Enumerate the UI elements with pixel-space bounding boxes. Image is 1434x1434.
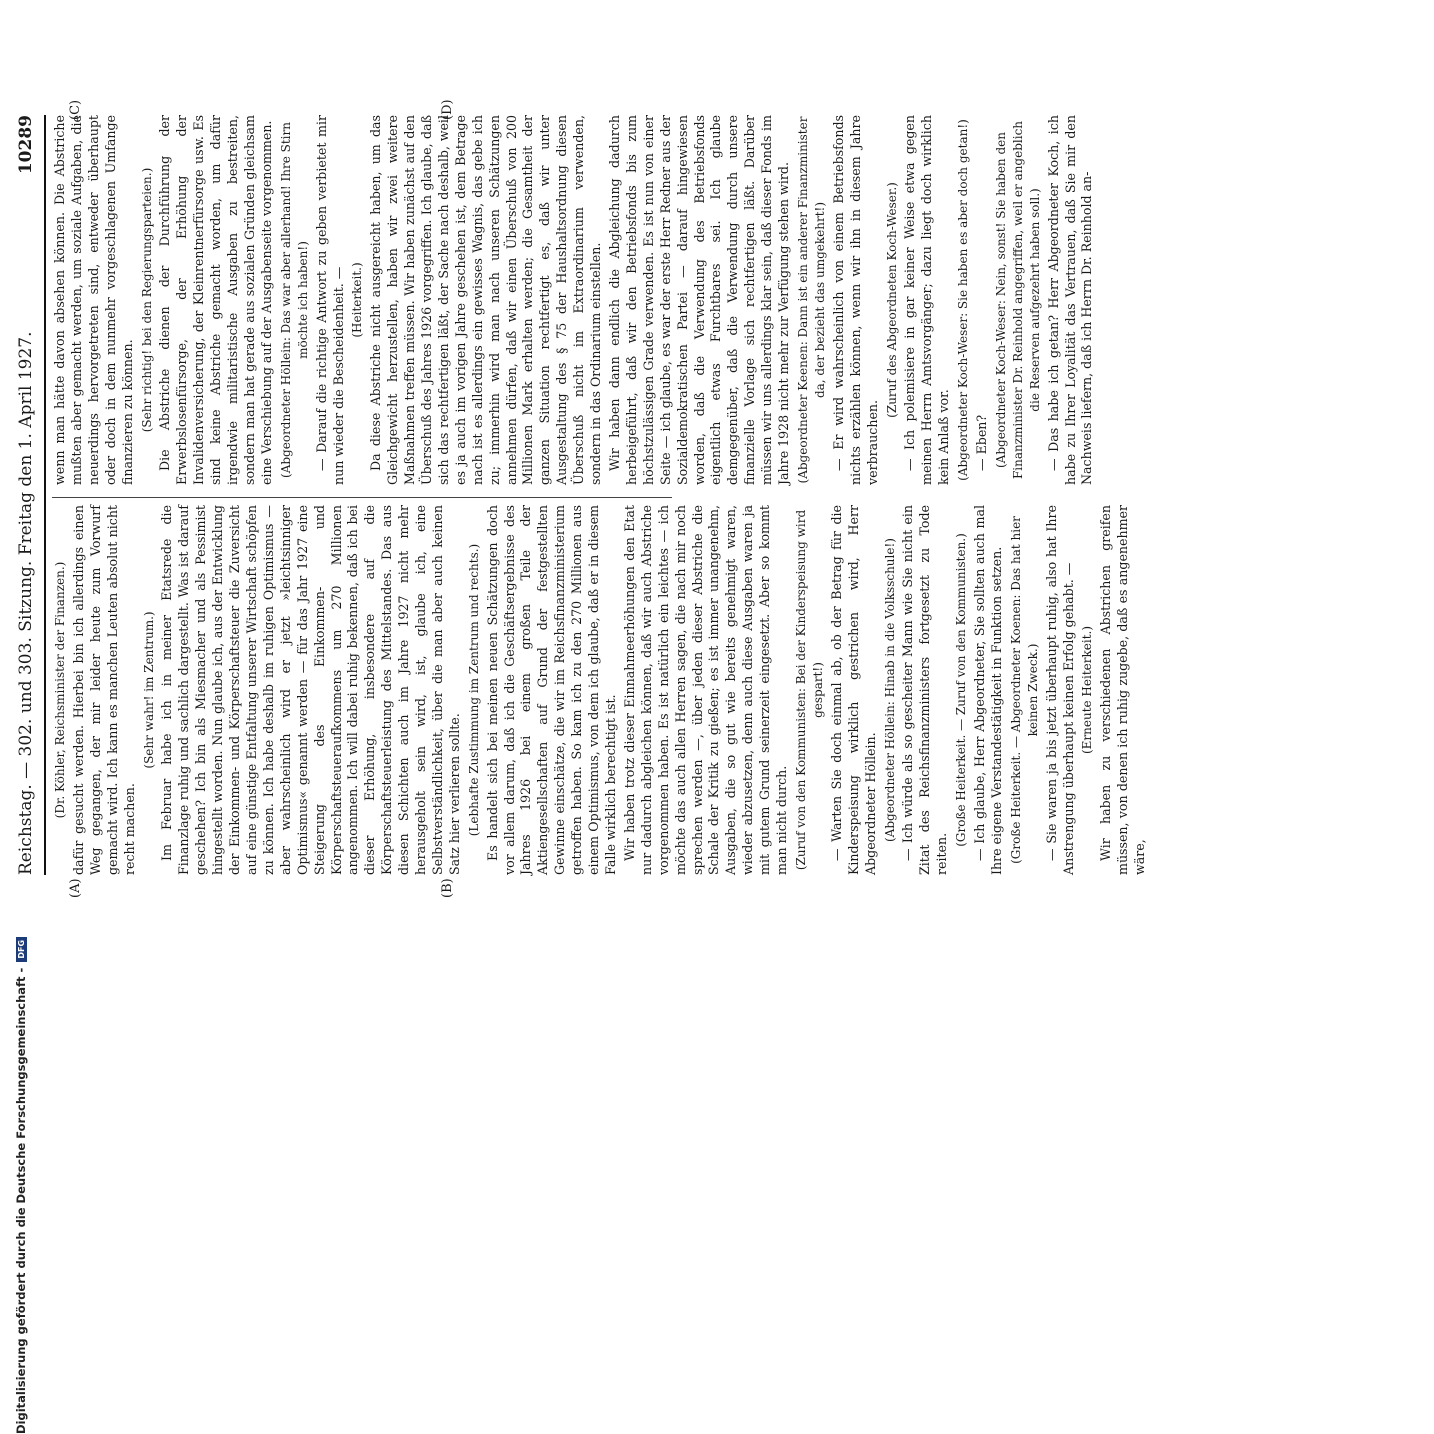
paragraph: — Sie waren ja bis jetzt überhaupt ruhig, also hat Ihre Anstrengung überhaupt keinen Erfolg gehabt. — [1043,505,1076,875]
interjection: (Abgeordneter Koch-Weser: Sie haben es aber doch getan!) [956,119,971,481]
paragraph: — Ich glaube, Herr Abgeordneter, Sie sollten auch mal Ihre eigene Verstandestätigkeit in Funktion setzen. [972,505,1004,875]
paragraph: — Ich polemisiere in gar keiner Weise etwa gegen meinen Herrn Amtsvorgänger; dazu liegt doch wirklich kein Anlaß vor. [902,115,952,485]
paragraph: — Ich würde als so gescheiter Mann wie Sie nicht ein Zitat des Reichsfinanzministers fortgesetzt zu Tode reiten. [900,505,950,875]
paragraph: — Eben? [974,414,990,471]
text-column-left [52,505,1148,875]
interjection: (Abgeordneter Keenen: Dann ist ein anderer Finanzminister da, der bezieht das umgekehrt!) [795,116,827,484]
interjection: (Sehr richtig! bei den Regierungsparteien.) [139,167,154,433]
paragraph: Wir haben trotz dieser Einnahmeerhöhungen den Etat nur dadurch abgleichen können, daß wir auch Abstriche vorgenommen haben. Es ist natürlich ein leichtes — ich möchte das auch allen Herren sagen, die nach mir noch sprechen werden —, über jeden dieser Abstriche die Schale der Kritik zu gießen; es ist immer unangenehm, Ausgaben, die so gut wie bereits genehmigt waren, wieder abzusetzen, denn auch diese Ausgaben waren ja mit gutem Grund seinerzeit eingesetzt. Aber so kommt man nicht durch. [621,505,790,875]
interjection: (Lebhafte Zustimmung im Zentrum und rechts.) [466,543,481,837]
interjection: (Große Heiterkeit. — Abgeordneter Koenen: Das hat hier keinen Zweck.) [1008,516,1040,864]
margin-mark-d: (D) [440,99,455,120]
paragraph: wenn man hätte davon absehen können. Die Abstriche mußten aber gemacht werden, um soziale Aufgaben, die neuerdings hervorgetreten sind, entweder überhaupt oder doch in dem nunmehr vorgeschlagenen Umfange finanzieren zu können. [52,115,135,485]
paragraph: Es handelt sich bei meinen neuen Schätzungen doch vor allem darum, daß ich die Geschäftsergebnisse des Jahres 1926 bei einem großen Teile der Aktiengesellschaften auf Grund der festgestellten Gewinne einschätze, die wir im Reichsfinanzministerium getroffen haben. So kam ich zu den 270 Millionen aus einem Optimismus, von dem ich glaube, daß er in diesem Falle wirklich berechtigt ist. [484,505,618,875]
paragraph: Im Februar habe ich in meiner Etatsrede die Finanzlage ruhig und sachlich dargestellt. Was ist darauf geschehen? Ich bin als Miesmacher und als Pessimist hingestellt worden. Nun glaube ich, aus der Entwicklung der Einkommen- und Körperschaftsteuer die Zuversicht auf eine günstige Entfaltung unserer Wirtschaft schöpfen zu können. Ich habe deshalb im ruhigen Optimismus — aber wahrscheinlich wird er jetzt »leichtsinniger Optimismus« genannt werden — für das Jahr 1927 eine Steigerung des Einkommen- und Körperschaftsteueraufkommens um 270 Millionen angenommen. Ich will dabei ruhig bekennen, daß ich bei dieser Erhöhung, insbesondere auf die Körperschaftsteuerleistung des Mittelstandes. Das aus diesen Schichten auch im Jahre 1927 nicht mehr herausgeholt sein wird, ist, glaube ich, eine Selbstverständlichkeit, über die man aber auch keinen Satz hier verlieren sollte. [159,505,462,875]
interjection: (Abgeordneter Höllein: Hinab in die Volksschule!) [882,538,897,842]
dfg-logo-badge: DFG [16,937,27,962]
paragraph: Wir haben dann endlich die Abgleichung dadurch herbeigeführt, daß wir den Betriebsfonds bis zum höchstzulässigen Grade verwenden. Es ist nun von einer Seite — ich glaube, es war der erste Herr Redner aus der Sozialdemokratischen Partei — darauf hingewiesen worden, daß die Verwendung des Betriebsfonds eigentlich etwas Furchtbares sei. Ich glaube demgegenüber, daß die Verwendung durch unsere finanzielle Vorlage sich rechtfertigen läßt. Darüber müssen wir uns allerdings klar sein, daß dieser Fonds im Jahre 1928 nicht mehr zur Verfügung stehen wird. [607,115,792,485]
margin-mark-c: (C) [68,99,83,120]
page-header-title: Reichstag. — 302. und 303. Sitzung. Freitag den 1. April 1927. [16,331,36,875]
digitization-footer [14,454,28,1434]
paragraph: — Darauf die richtige Antwort zu geben verbietet mir nun wieder die Bescheidenheit. — [313,115,346,485]
paragraph: Wir haben zu verschiedenen Abstrichen greifen müssen, von denen ich ruhig zugebe, daß es angenehmer wäre, [1098,505,1148,875]
paragraph: — Er wird wahrscheinlich von einem Betriebsfonds nichts erzählen können, wenn wir ihn in diesem Jahre verbrauchen. [830,115,880,485]
interjection: (Zuruf des Abgeordneten Koch-Weser.) [884,182,899,418]
margin-mark-b: (B) [440,878,455,898]
column-divider [52,497,672,498]
interjection: (Dr. Köhler, Reichsminister der Finanzen.) [53,561,67,819]
interjection: (Abgeordneter Koch-Weser: Nein, sonst! Sie haben den Finanzminister Dr. Reinhold angegriffen, weil er angeblich die Reserven aufgezehrt haben soll.) [993,120,1042,480]
paragraph: Die Abstriche dienen der Durchführung der Erwerbslosenfürsorge, der Erhöhung der Invalidenversicherung, der Kleinrentnerfürsorge usw. Es sind keine Abstriche gemacht worden, um dafür irgendwie militaristische Ausgaben zu bestreiten, sondern man hat gerade aus sozialen Gründen gleichsam eine Verschiebung auf der Ausgabenseite vorgenommen. [157,115,274,485]
paragraph: dafür gesucht werden. Hierbei bin ich allerdings einen Weg gegangen, der mir leider heute zum Vorwurf gemacht wird. Ich kann es manchen Leuten absolut nicht recht machen. [70,505,137,875]
interjection: (Große Heiterkeit. — Zuruf von den Kommunisten.) [954,533,969,847]
footer-text: Digitalisierung gefördert durch die Deutsche Forschungsgemeinschaft - [14,967,28,1434]
paragraph: — Warten Sie doch einmal ab, ob der Betrag für die Kinderspeisung wirklich gestrichen wird, Herr Abgeordneter Höllein. [828,505,878,875]
paragraph: — Das habe ich getan? Herr Abgeordneter Koch, ich habe zu Ihrer Loyalität das Vertrauen, daß Sie mir den Nachweis liefern, daß ich Herrn Dr. Reinhold an- [1045,115,1095,485]
interjection: (Sehr wahr! im Zentrum.) [141,611,156,769]
paragraph: Da diese Abstriche nicht ausgereicht haben, um das Gleichgewicht herzustellen, haben wir zwei weitere Maßnahmen treffen müssen. Wir haben zunächst auf den Überschuß des Jahres 1926 vorgegriffen. Ich glaube, daß sich das rechtfertigen läßt, der Sache nach deshalb, weil es ja auch im vorigen Jahre geschehen ist, dem Betrage nach ist es allerdings ein gewisses Wagnis, das gebe ich zu; immerhin wird man nach unseren Schätzungen annehmen dürfen, daß wir einen Überschuß von 200 Millionen Mark erhalten werden; die Gesamtheit der ganzen Situation rechtfertigt es, daß wir unter Ausgestaltung des § 75 der Haushaltsordnung diesen Überschuß nicht im Extraordinarium verwenden, sondern in das Ordinarium einstellen. [368,115,604,485]
interjection: (Zuruf von den Kommunisten: Bei der Kinderspeisung wird gespart!) [793,509,825,871]
margin-mark-a: (A) [68,878,83,898]
interjection: (Heiterkeit.) [350,262,365,338]
text-column-right [52,115,1095,485]
page-number: 10289 [16,115,36,175]
interjection: (Abgeordneter Höllein: Das war aber allerhand! Ihre Stirn möchte ich haben!) [278,122,310,478]
interjection: (Erneute Heiterkeit.) [1080,625,1095,755]
